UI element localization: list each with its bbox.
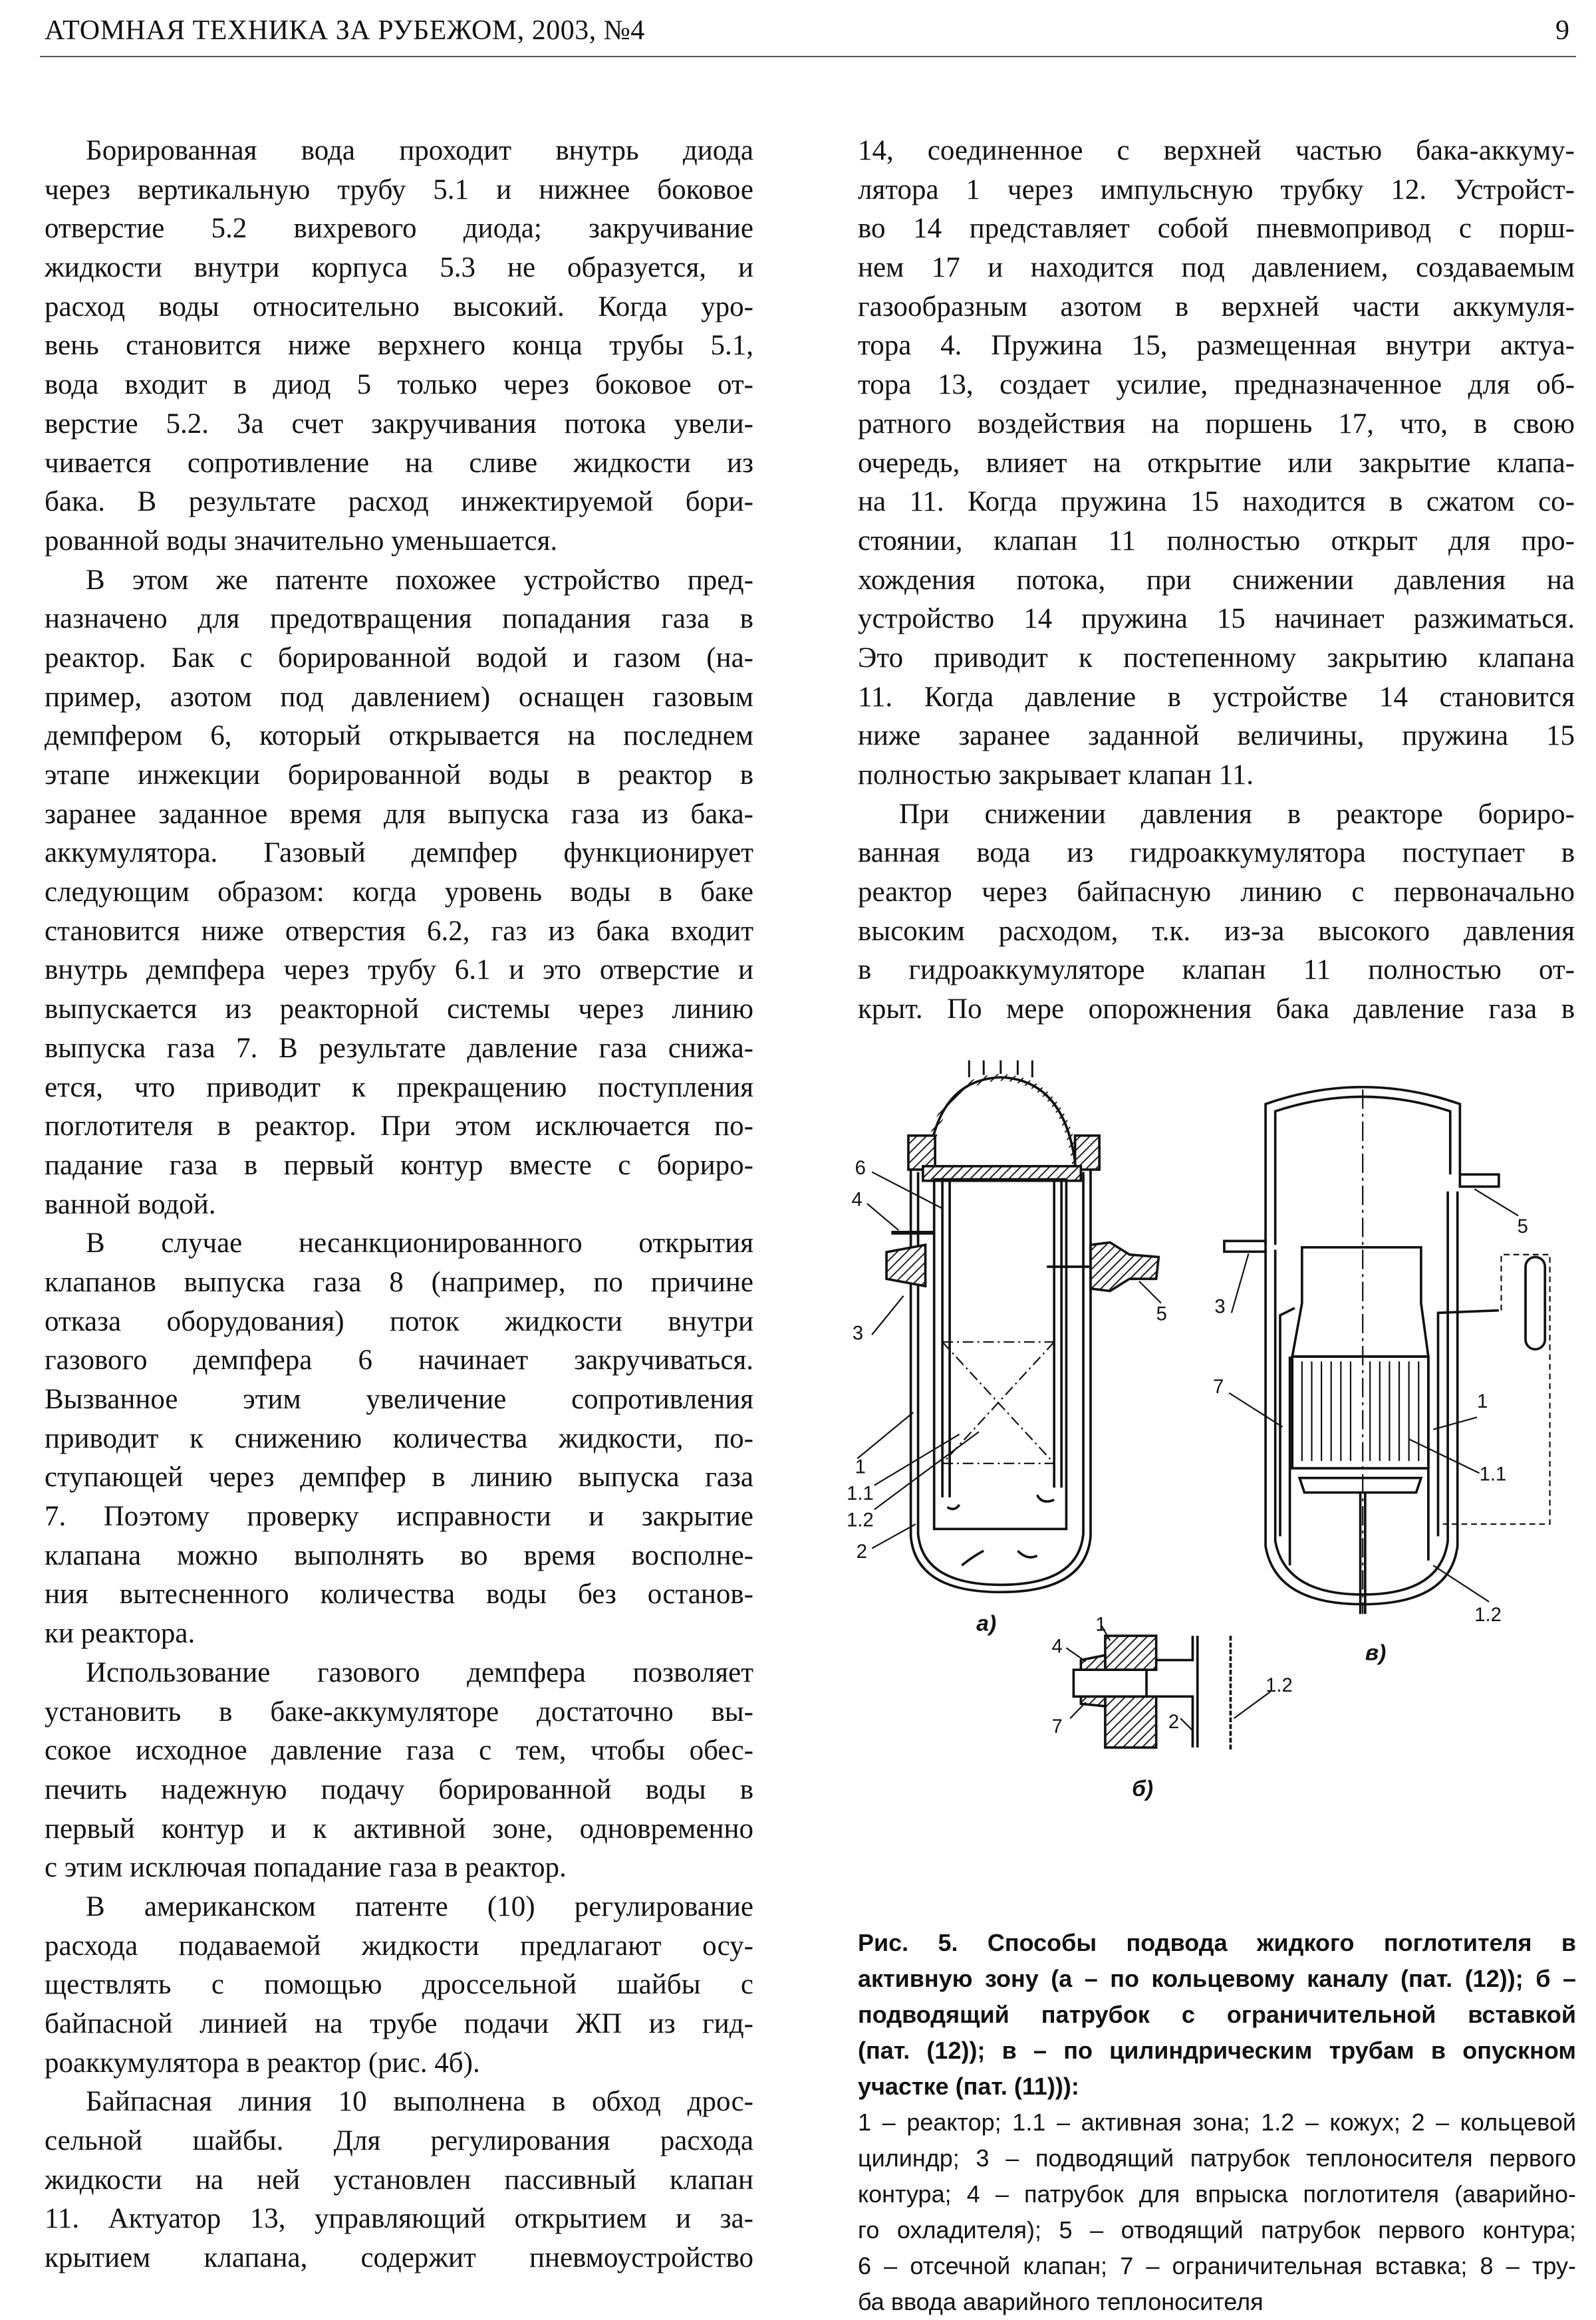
text-line: во 14 представляет собой пневмопривод с порш- bbox=[858, 213, 1575, 245]
fig-b-label-7: 7 bbox=[1051, 1716, 1063, 1738]
text-line: ратного воздействия на поршень 17, что, в свою bbox=[858, 408, 1575, 440]
text-line: вода входит в диод 5 только через боковое от- bbox=[45, 369, 753, 401]
text-line: Использование газового демпфера позволяет bbox=[86, 1656, 753, 1688]
text-line: устройство 14 пружина 15 начинает разжиматься. bbox=[858, 603, 1575, 635]
text-line: Байпасная линия 10 выполнена в обход дрос- bbox=[86, 2086, 753, 2118]
paragraph bbox=[858, 795, 1575, 1029]
text-line: реактор через байпасную линию с первоначально bbox=[858, 876, 1575, 908]
text-line: 14, соединенное с верхней частью бака-аккуму- bbox=[858, 135, 1575, 166]
text-line: Борированная вода проходит внутрь диода bbox=[86, 135, 753, 166]
figure-caption bbox=[858, 1925, 1576, 2320]
text-line: через вертикальную трубу 5.1 и нижнее боковое bbox=[45, 174, 753, 205]
text-line: отказа оборудования) поток жидкости внутри bbox=[45, 1305, 753, 1337]
fig-v-label-5: 5 bbox=[1517, 1216, 1528, 1237]
fig-v-label-3: 3 bbox=[1214, 1296, 1226, 1318]
text-line: В этом же патенте похожее устройство пред- bbox=[86, 564, 753, 596]
text-line: этапе инжекции борированной воды в реактор в bbox=[45, 759, 753, 791]
text-line: жидкости внутри корпуса 5.3 не образуется, и bbox=[45, 252, 753, 284]
text-line: ется, что приводит к прекращению поступления bbox=[45, 1071, 753, 1103]
text-line: первый контур и к активной зоне, одновременно bbox=[45, 1813, 753, 1845]
fig-b-label-4: 4 bbox=[1051, 1636, 1063, 1658]
fig-v-label-1-1: 1.1 bbox=[1479, 1464, 1507, 1485]
text-line: установить в баке-аккумуляторе достаточно вы- bbox=[45, 1696, 753, 1728]
text-line: газообразным азотом в верхней части аккумуля- bbox=[858, 291, 1575, 322]
caption-legend-line: 1 – реактор; 1.1 – активная зона; 1.2 – кожух; 2 – кольцевой bbox=[858, 2109, 1576, 2136]
text-line: При снижении давления в реакторе бориро- bbox=[899, 798, 1575, 830]
fig-a-label-1-1: 1.1 bbox=[847, 1483, 874, 1505]
text-line: очередь, влияет на открытие или закрытие клапа- bbox=[858, 447, 1575, 479]
text-line: выпускается из реакторной системы через линию bbox=[45, 993, 753, 1025]
text-line: внутрь демпфера через трубу 6.1 и это отверстие и bbox=[45, 954, 753, 986]
figure-5 bbox=[838, 1051, 1596, 1915]
caption-legend-line: го охладителя); 5 – отводящий патрубок первого контура; bbox=[858, 2216, 1576, 2244]
text-line: ниже заранее заданной величины, пружина 15 bbox=[858, 720, 1575, 752]
text-line: на 11. Когда пружина 15 находится в сжатом со- bbox=[858, 486, 1575, 518]
text-line: 11. Когда давление в устройстве 14 становится bbox=[858, 681, 1575, 713]
text-line: В американском патенте (10) регулирование bbox=[86, 1890, 753, 1922]
header-rule bbox=[40, 56, 1576, 57]
page-number: 9 bbox=[1555, 15, 1569, 46]
text-line: падание газа в первый контур вместе с бориро- bbox=[45, 1149, 753, 1181]
fig-a-label-1-2: 1.2 bbox=[847, 1509, 874, 1531]
text-line: клапана можно выполнять во время восполне- bbox=[45, 1539, 753, 1571]
text-line: В случае несанкционированного открытия bbox=[86, 1227, 753, 1259]
text-line: крытием клапана, содержит пневмоустройство bbox=[45, 2242, 753, 2274]
caption-legend-line: 6 – отсечной клапан; 7 – ограничительная вставка; 8 – тру- bbox=[858, 2252, 1576, 2279]
text-line: полностью закрывает клапан 11. bbox=[858, 759, 1254, 791]
text-line: лятора 1 через импульсную трубку 12. Устройст- bbox=[858, 174, 1575, 205]
fig-v-label-7: 7 bbox=[1213, 1376, 1224, 1398]
paragraph bbox=[45, 132, 753, 561]
text-line: назначено для предотвращения попадания газа в bbox=[45, 603, 753, 635]
text-line: демпфером 6, который открывается на последнем bbox=[45, 720, 753, 752]
fig-b-label-2: 2 bbox=[1168, 1711, 1180, 1733]
paragraph bbox=[45, 1224, 753, 1654]
text-line: приводит к снижению количества жидкости, по- bbox=[45, 1422, 753, 1454]
text-line: расход воды относительно высокий. Когда уро- bbox=[45, 291, 753, 322]
caption-legend-line: ба ввода аварийного теплоносителя bbox=[858, 2288, 1264, 2315]
caption-title-line: Рис. 5. Способы подвода жидкого поглотителя в bbox=[858, 1929, 1576, 1956]
fig-a-label-3: 3 bbox=[852, 1323, 864, 1345]
text-line: байпасной линией на трубе подачи ЖП из гид- bbox=[45, 2008, 753, 2039]
text-line: пример, азотом под давлением) оснащен газовым bbox=[45, 681, 753, 713]
text-line: реактор. Бак с борированной водой и газом (на- bbox=[45, 642, 753, 674]
text-line: тора 4. Пружина 15, размещенная внутри актуа- bbox=[858, 330, 1575, 362]
text-line: жидкости на ней установлен пассивный клапан bbox=[45, 2164, 753, 2196]
text-line: заранее заданное время для выпуска газа из бака- bbox=[45, 798, 753, 830]
fig-a-label-2: 2 bbox=[856, 1541, 868, 1563]
journal-header: АТОМНАЯ ТЕХНИКА ЗА РУБЕЖОМ, 2003, №4 bbox=[45, 15, 645, 46]
reactor-diagram-v bbox=[1224, 1087, 1550, 1614]
text-line: роаккумулятора в реактор (рис. 4б). bbox=[45, 2047, 480, 2079]
text-line: ванной водой. bbox=[45, 1188, 216, 1220]
text-line: аккумулятора. Газовый демпфер функционирует bbox=[45, 837, 753, 869]
paragraph bbox=[45, 1888, 753, 2083]
caption-title-line: (пат. (12)); в – по цилиндрическим трубам в опускном bbox=[858, 2037, 1576, 2064]
fig-a-label-4: 4 bbox=[851, 1189, 863, 1211]
left-column bbox=[45, 132, 753, 2278]
text-line: с этим исключая попадание газа в реактор. bbox=[45, 1852, 567, 1884]
fig-v-label-1-2: 1.2 bbox=[1474, 1605, 1502, 1626]
text-line: ществлять с помощью дроссельной шайбы с bbox=[45, 1969, 753, 2001]
text-line: рованной воды значительно уменьшается. bbox=[45, 525, 558, 557]
right-column bbox=[858, 132, 1575, 1029]
text-line: стоянии, клапан 11 полностью открыт для про- bbox=[858, 525, 1575, 557]
paragraph bbox=[858, 132, 1575, 795]
text-line: следующим образом: когда уровень воды в баке bbox=[45, 876, 753, 908]
paragraph bbox=[45, 2083, 753, 2277]
fig-v-label-1: 1 bbox=[1476, 1390, 1488, 1412]
text-line: 11. Актуатор 13, управляющий открытием и за- bbox=[45, 2203, 753, 2235]
text-line: становится ниже отверстия 6.2, газ из бака входит bbox=[45, 915, 753, 947]
text-line: сокое исходное давление газа с тем, чтобы обес- bbox=[45, 1735, 753, 1767]
text-line: высоким расходом, т.к. из-за высокого давления bbox=[858, 915, 1575, 947]
paragraph bbox=[45, 561, 753, 1225]
text-line: крыт. По мере опорожнения бака давление газа в bbox=[858, 993, 1575, 1025]
text-line: ванная вода из гидроаккумулятора поступает в bbox=[858, 837, 1575, 869]
text-line: клапанов выпуска газа 8 (например, по причине bbox=[45, 1266, 753, 1298]
subfigure-label-v: в) bbox=[1365, 1640, 1387, 1666]
text-line: верстие 5.2. За счет закручивания потока увели- bbox=[45, 408, 753, 440]
reactor-diagram-a bbox=[857, 1061, 1161, 1593]
text-line: Это приводит к постепенному закрытию клапана bbox=[858, 642, 1575, 674]
fig-a-label-6: 6 bbox=[855, 1158, 866, 1180]
text-line: печить надежную подачу борированной воды в bbox=[45, 1773, 753, 1805]
caption-title-line: активную зону (а – по кольцевому каналу (пат. (12)); б – bbox=[858, 1965, 1576, 1992]
caption-title-line: участке (пат. (11))): bbox=[858, 2073, 1079, 2100]
text-line: сельной шайбы. Для регулирования расхода bbox=[45, 2125, 753, 2157]
fig-b-label-1-2: 1.2 bbox=[1265, 1675, 1293, 1697]
text-line: выпуска газа 7. В результате давление газа снижа- bbox=[45, 1032, 753, 1064]
text-line: ки реактора. bbox=[45, 1618, 196, 1650]
text-line: нем 17 и находится под давлением, создаваемым bbox=[858, 252, 1575, 284]
fig-a-label-1: 1 bbox=[855, 1456, 866, 1478]
text-line: расхода подаваемой жидкости предлагают осу- bbox=[45, 1930, 753, 1962]
fig-a-label-5: 5 bbox=[1156, 1303, 1167, 1325]
paragraph bbox=[45, 1654, 753, 1888]
caption-title-line: подводящий патрубок с ограничительной вставкой bbox=[858, 2001, 1576, 2028]
text-line: чивается сопротивление на сливе жидкости из bbox=[45, 447, 753, 479]
text-line: вень становится ниже верхнего конца трубы 5.1, bbox=[45, 330, 753, 362]
text-line: газового демпфера 6 начинает закручиваться. bbox=[45, 1345, 753, 1376]
text-line: отверстие 5.2 вихревого диода; закручивание bbox=[45, 213, 753, 245]
text-line: бака. В результате расход инжектируемой бори- bbox=[45, 486, 753, 518]
text-line: Вызванное этим увеличение сопротивления bbox=[45, 1384, 753, 1415]
subfigure-label-b: б) bbox=[1132, 1777, 1154, 1802]
caption-legend-line: контура; 4 – патрубок для впрыска поглотителя (аварийно- bbox=[858, 2180, 1576, 2208]
subfigure-label-a: а) bbox=[976, 1611, 997, 1636]
text-line: ступающей через демпфер в линию выпуска газа bbox=[45, 1462, 753, 1493]
text-line: ния вытесненного количества воды без останов- bbox=[45, 1579, 753, 1611]
caption-legend-line: цилиндр; 3 – подводящий патрубок теплоносителя первого bbox=[858, 2144, 1576, 2172]
text-line: в гидроаккумуляторе клапан 11 полностью от- bbox=[858, 954, 1575, 986]
text-line: хождения потока, при снижении давления на bbox=[858, 564, 1575, 596]
text-line: поглотителя в реактор. При этом исключается по- bbox=[45, 1110, 753, 1142]
text-line: 7. Поэтому проверку исправности и закрытие bbox=[45, 1501, 753, 1533]
text-line: тора 13, создает усилие, предназначенное для об- bbox=[858, 369, 1575, 401]
fig-b-label-1: 1 bbox=[1095, 1614, 1107, 1636]
